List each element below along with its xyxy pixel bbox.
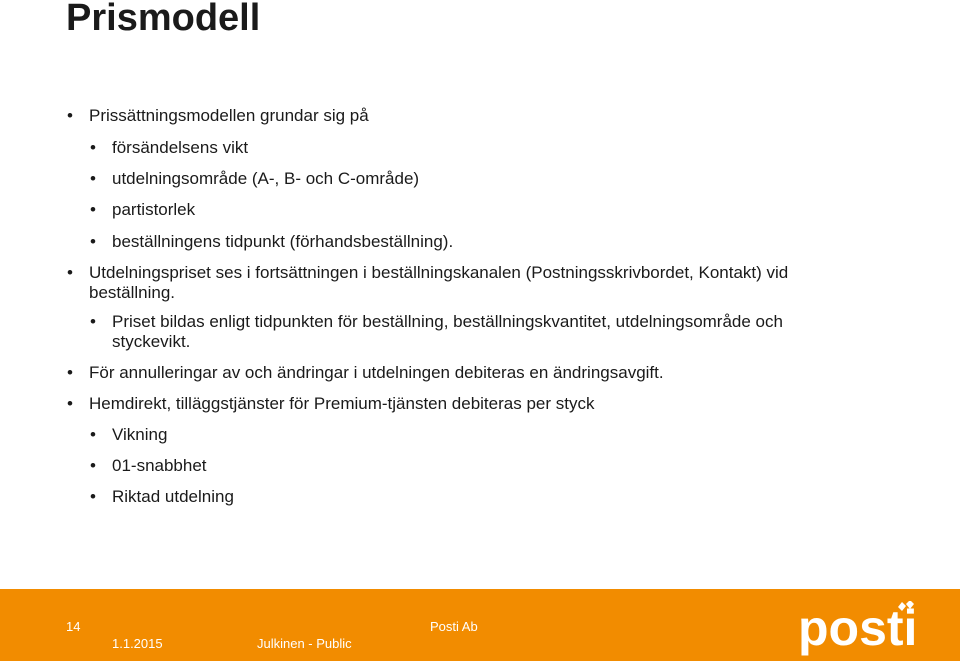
bullet-item <box>67 394 879 414</box>
bullet-dot-icon: • <box>90 138 96 157</box>
bullet-dot-icon: • <box>67 263 73 282</box>
bullet-dot-icon: • <box>90 425 96 444</box>
bullet-dot-icon: • <box>90 169 96 188</box>
bullet-text: försändelsens vikt <box>112 138 249 157</box>
bullet-text: Prissättningsmodellen grundar sig på <box>89 106 369 125</box>
bullet-dot-icon: • <box>90 456 96 475</box>
bullet-text: utdelningsområde (A-, B- och C-område) <box>112 169 420 188</box>
bullet-item <box>67 106 879 126</box>
footer-date: 1.1.2015 <box>112 636 163 651</box>
bullet-text: Priset bildas enligt tidpunkten för beställning, beställningskvantitet, utdelningsområde och styckevikt. <box>112 312 783 351</box>
sub-bullet-item <box>90 456 872 476</box>
bullet-text: 01-snabbhet <box>112 456 207 475</box>
sub-bullet-item <box>90 200 872 220</box>
bullet-dot-icon: • <box>67 394 73 413</box>
bullet-text: Utdelningspriset ses i fortsättningen i beställningskanalen (Postningsskrivbordet, Kontakt) vid beställning. <box>89 263 789 302</box>
bullet-text: Hemdirekt, tilläggstjänster för Premium-tjänsten debiteras per styck <box>89 394 595 413</box>
bullet-text: För annulleringar av och ändringar i utdelningen debiteras en ändringsavgift. <box>89 363 664 382</box>
bullet-text: Riktad utdelning <box>112 487 234 506</box>
sub-bullet-item <box>90 138 872 158</box>
footer-classification: Julkinen - Public <box>257 636 352 651</box>
bullet-dot-icon: • <box>90 487 96 506</box>
bullet-text: partistorlek <box>112 200 196 219</box>
sub-bullet-item <box>90 487 872 507</box>
logo-wordmark: posti <box>798 601 918 656</box>
bullet-dot-icon: • <box>90 200 96 219</box>
slide-title: Prismodell <box>66 0 261 39</box>
sub-bullet-item <box>90 232 872 252</box>
sub-bullet-item <box>90 425 872 445</box>
footer-company: Posti Ab <box>430 619 478 634</box>
footer-bar <box>0 589 960 661</box>
bullet-dot-icon: • <box>90 232 96 251</box>
bullet-text: beställningens tidpunkt (förhandsbeställning). <box>112 232 454 251</box>
sub-bullet-item <box>90 312 862 352</box>
bullet-item <box>67 363 879 383</box>
page-number: 14 <box>66 619 81 634</box>
bullet-dot-icon: • <box>67 106 73 125</box>
bullet-dot-icon: • <box>67 363 73 382</box>
posti-logo <box>798 601 920 662</box>
posti-logo-icon <box>798 601 920 657</box>
bullet-item <box>67 263 869 303</box>
bullet-text: Vikning <box>112 425 168 444</box>
bullet-dot-icon: • <box>90 312 96 331</box>
sub-bullet-item <box>90 169 872 189</box>
